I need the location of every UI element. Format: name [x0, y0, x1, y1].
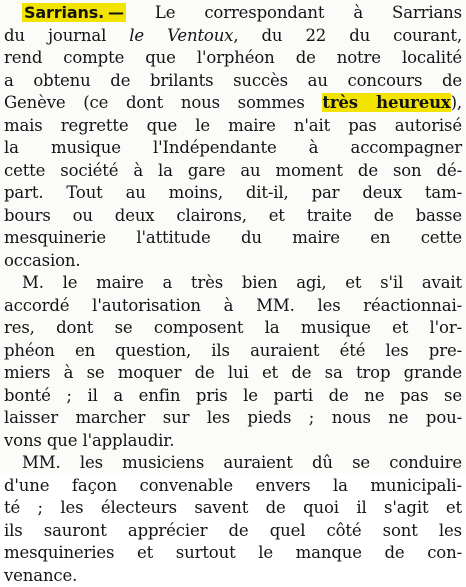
line-text-pre: Genève (ce dont nous sommes [4, 93, 322, 112]
article-line-6: mais regrette que le maire n'ait pas autorisé [4, 115, 462, 138]
article-line-13: M. le maire a très bien agi, et s'il avait [4, 272, 462, 295]
article-line-5 [4, 92, 462, 115]
article-line-26: venance. [4, 565, 462, 587]
article-line-7: la musique l'Indépendante à accompagner [4, 137, 462, 160]
line-text-post: , du 22 du courant, [233, 26, 462, 45]
article-line-20: vons que l'applaudir. [4, 430, 462, 453]
headword-dash: — [106, 3, 126, 22]
article-line-14: accordé l'autorisation à MM. les réactionnai- [4, 295, 462, 318]
article-line-1 [4, 2, 462, 25]
article-line-23: té ; les électeurs savent de quoi il s'agit et [4, 497, 462, 520]
line-text: du journal [4, 26, 106, 45]
article-line-18: bonté ; il a enfin pris le parti de ne pas se [4, 385, 462, 408]
article-line-17: miers à se moquer de lui et de sa trop grande [4, 362, 462, 385]
article-line-16: phéon en question, ils auraient été les pre- [4, 340, 462, 363]
article-line-25: mesquineries et surtout le manque de con- [4, 542, 462, 565]
article-line-21: MM. les musiciens auraient dû se conduire [4, 452, 462, 475]
article-line-10: bours ou deux clairons, et traite de basse [4, 205, 462, 228]
article-line-12: occasion. [4, 250, 462, 273]
line-text-post: ), [451, 93, 462, 112]
article-line-4: a obtenu de brilants succès au concours de [4, 70, 462, 93]
article-body [4, 2, 462, 587]
journal-name: le Ventoux [129, 26, 233, 45]
article-line-8: cette société à la gare au moment de son dé- [4, 160, 462, 183]
article-line-2 [4, 25, 462, 48]
article-line-11: mesquinerie l'attitude du maire en cette [4, 227, 462, 250]
article-line-19: laisser marcher sur les pieds ; nous ne pou- [4, 407, 462, 430]
article-line-24: ils sauront apprécier de quel côté sont les [4, 520, 462, 543]
line-text: Le correspondant à Sarrians [155, 3, 462, 22]
article-line-15: res, dont se composent la musique et l'or- [4, 317, 462, 340]
article-line-9: part. Tout au moins, dit-il, par deux tam- [4, 182, 462, 205]
article-line-3: rend compte que l'orphéon de notre localité [4, 47, 462, 70]
article-line-22: d'une façon convenable envers la municipali- [4, 475, 462, 498]
article-headword: Sarrians. [22, 3, 106, 22]
highlighted-phrase: très heureux [322, 93, 450, 112]
